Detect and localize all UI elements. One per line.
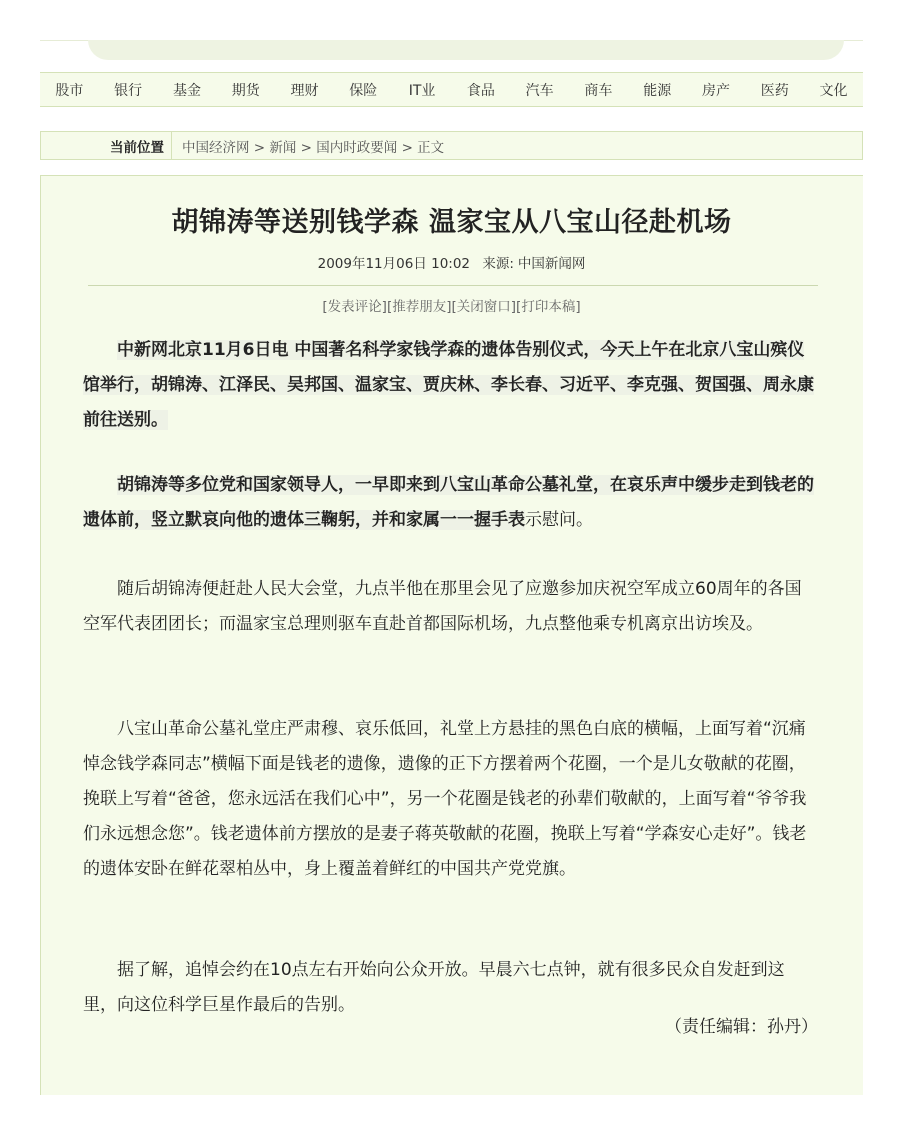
nav-item-stocks[interactable]: 股市 <box>55 82 84 99</box>
close-window-link[interactable]: [关闭窗口] <box>451 299 517 315</box>
paragraph-2 <box>83 468 818 538</box>
breadcrumb-label: 当前位置 <box>110 139 164 156</box>
breadcrumb-path[interactable]: 中国经济网 > 新闻 > 国内时政要闻 > 正文 <box>182 139 445 156</box>
nav-item-medicine[interactable]: 医药 <box>760 82 789 99</box>
nav-item-energy[interactable]: 能源 <box>643 82 672 99</box>
channel-nav <box>40 72 863 107</box>
top-banner <box>88 40 844 60</box>
paragraph-2-bold: 胡锦涛等多位党和国家领导人，一早即来到八宝山革命公墓礼堂，在哀乐声中缓步走到钱老的遗体前，竖立默哀向他的遗体三鞠躬，并和家属一一握手表 <box>83 475 814 530</box>
paragraph-2-rest: 示慰问。 <box>525 510 593 530</box>
comment-link[interactable]: [发表评论] <box>322 299 387 315</box>
nav-item-food[interactable]: 食品 <box>466 82 495 99</box>
article-tools <box>0 295 903 315</box>
paragraph-5: 据了解，追悼会约在10点左右开始向公众开放。早晨六七点钟，就有很多民众自发赶到这里，向这位科学巨星作最后的告别。 <box>83 960 785 1015</box>
source-name: 中国新闻网 <box>517 256 586 272</box>
paragraph-1-text: 中新网北京11月6日电 中国著名科学家钱学森的遗体告别仪式，今天上午在北京八宝山殡仪馆举行，胡锦涛、江泽民、吴邦国、温家宝、贾庆林、李长春、习近平、李克强、贺国强、周永康前往送别。 <box>83 340 814 430</box>
nav-item-real-estate[interactable]: 房产 <box>701 82 730 99</box>
nav-item-funds[interactable]: 基金 <box>172 82 201 99</box>
paragraph-4: 八宝山革命公墓礼堂庄严肃穆、哀乐低回，礼堂上方悬挂的黑色白底的横幅，上面写着“沉痛悼念钱学森同志”横幅下面是钱老的遗像，遗像的正下方摆着两个花圈，一个是儿女敬献的花圈，挽联上写着“爸爸，您永远活在我们心中”，另一个花圈是钱老的孙辈们敬献的，上面写着“爷爷我们永远想念您”。钱老遗体前方摆放的是妻子蒋英敬献的花圈，挽联上写着“学森安心走好”。钱老的遗体安卧在鲜花翠柏丛中，身上覆盖着鲜红的中国共产党党旗。 <box>83 719 807 879</box>
nav-item-insurance[interactable]: 保险 <box>349 82 378 99</box>
title-divider <box>88 285 818 286</box>
recommend-link[interactable]: [推荐朋友] <box>386 299 452 315</box>
publish-date: 2009年11月06日 10:02 <box>317 256 471 272</box>
article-meta <box>0 252 903 272</box>
nav-item-commercial-vehicles[interactable]: 商车 <box>584 82 613 99</box>
paragraph-3: 随后胡锦涛便赶赴人民大会堂，九点半他在那里会见了应邀参加庆祝空军成立60周年的各国空军代表团团长；而温家宝总理则驱车直赴首都国际机场，九点整他乘专机离京出访埃及。 <box>83 579 802 634</box>
paragraph-1 <box>83 333 818 438</box>
article-title: 胡锦涛等送别钱学森 温家宝从八宝山径赴机场 <box>171 207 732 238</box>
nav-item-banking[interactable]: 银行 <box>114 82 143 99</box>
nav-item-culture[interactable]: 文化 <box>819 82 848 99</box>
nav-item-auto[interactable]: 汽车 <box>525 82 554 99</box>
print-link[interactable]: [打印本稿] <box>516 299 581 315</box>
breadcrumb <box>40 131 863 160</box>
nav-item-futures[interactable]: 期货 <box>231 82 260 99</box>
source-label: 来源: <box>482 256 514 272</box>
nav-item-finance[interactable]: 理财 <box>290 82 319 99</box>
responsible-editor: （责任编辑：孙丹） <box>665 1017 818 1037</box>
nav-item-it[interactable]: IT业 <box>408 82 436 99</box>
